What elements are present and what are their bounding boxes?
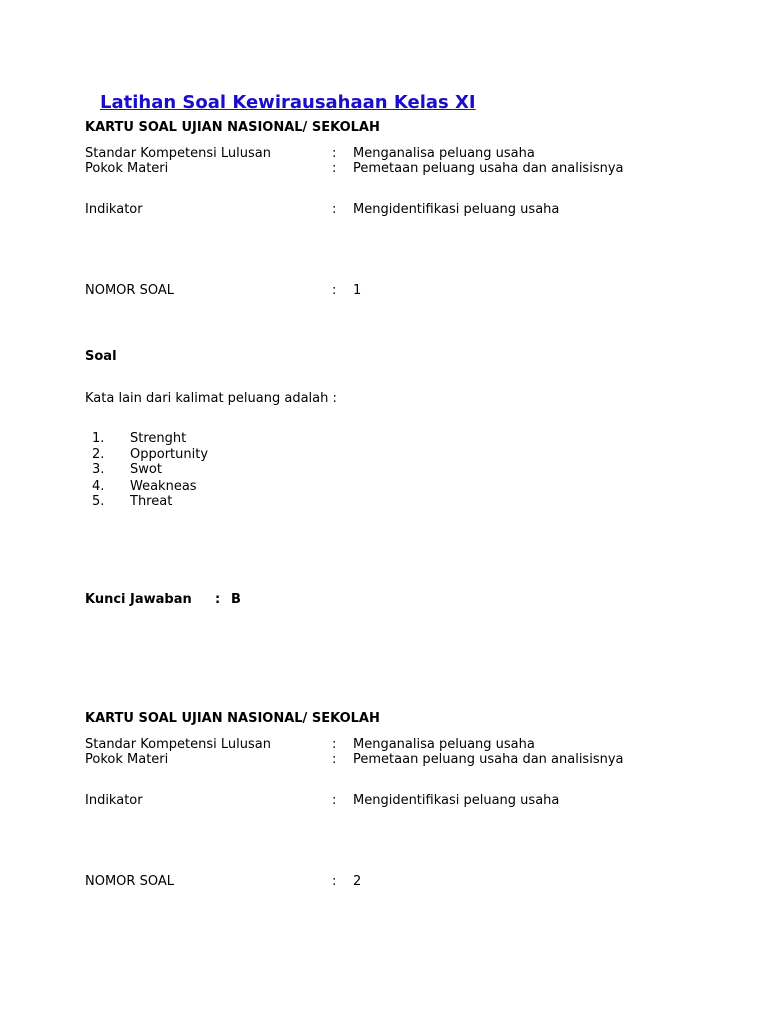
question-text: Kata lain dari kalimat peluang adalah : (85, 391, 337, 406)
answer-key-label: Kunci Jawaban (85, 592, 192, 607)
answer-key-colon: : (215, 592, 221, 607)
field-label-indikator: Indikator (85, 202, 143, 217)
field-label-pokok-materi: Pokok Materi (85, 161, 169, 176)
field-colon: : (332, 202, 337, 217)
option-text: Threat (130, 494, 173, 509)
field-value-nomor-soal: 1 (353, 283, 362, 298)
field-value-indikator: Mengidentifikasi peluang usaha (353, 793, 560, 808)
field-value-standar-kompetensi: Menganalisa peluang usaha (353, 146, 535, 161)
card-heading: KARTU SOAL UJIAN NASIONAL/ SEKOLAH (85, 711, 380, 726)
field-label-nomor-soal: NOMOR SOAL (85, 874, 174, 889)
option-number: 2. (92, 447, 105, 462)
field-value-nomor-soal: 2 (353, 874, 362, 889)
field-value-standar-kompetensi: Menganalisa peluang usaha (353, 737, 535, 752)
field-colon: : (332, 752, 337, 767)
field-label-indikator: Indikator (85, 793, 143, 808)
option-number: 5. (92, 494, 105, 509)
option-text: Opportunity (130, 447, 209, 462)
option-text: Weakneas (130, 479, 197, 494)
field-colon: : (332, 737, 337, 752)
field-value-pokok-materi: Pemetaan peluang usaha dan analisisnya (353, 161, 624, 176)
field-label-nomor-soal: NOMOR SOAL (85, 283, 174, 298)
answer-key-value: B (231, 592, 241, 607)
field-label-standar-kompetensi: Standar Kompetensi Lulusan (85, 146, 271, 161)
option-number: 4. (92, 479, 105, 494)
field-label-pokok-materi: Pokok Materi (85, 752, 169, 767)
option-text: Swot (130, 462, 162, 477)
field-colon: : (332, 161, 337, 176)
field-value-indikator: Mengidentifikasi peluang usaha (353, 202, 560, 217)
field-label-standar-kompetensi: Standar Kompetensi Lulusan (85, 737, 271, 752)
field-colon: : (332, 874, 337, 889)
page-title[interactable]: Latihan Soal Kewirausahaan Kelas XI (100, 92, 476, 113)
option-number: 1. (92, 431, 105, 446)
option-text: Strenght (130, 431, 187, 446)
field-value-pokok-materi: Pemetaan peluang usaha dan analisisnya (353, 752, 624, 767)
field-colon: : (332, 283, 337, 298)
card-heading: KARTU SOAL UJIAN NASIONAL/ SEKOLAH (85, 120, 380, 135)
field-colon: : (332, 793, 337, 808)
option-number: 3. (92, 462, 105, 477)
field-colon: : (332, 146, 337, 161)
soal-heading: Soal (85, 349, 117, 364)
